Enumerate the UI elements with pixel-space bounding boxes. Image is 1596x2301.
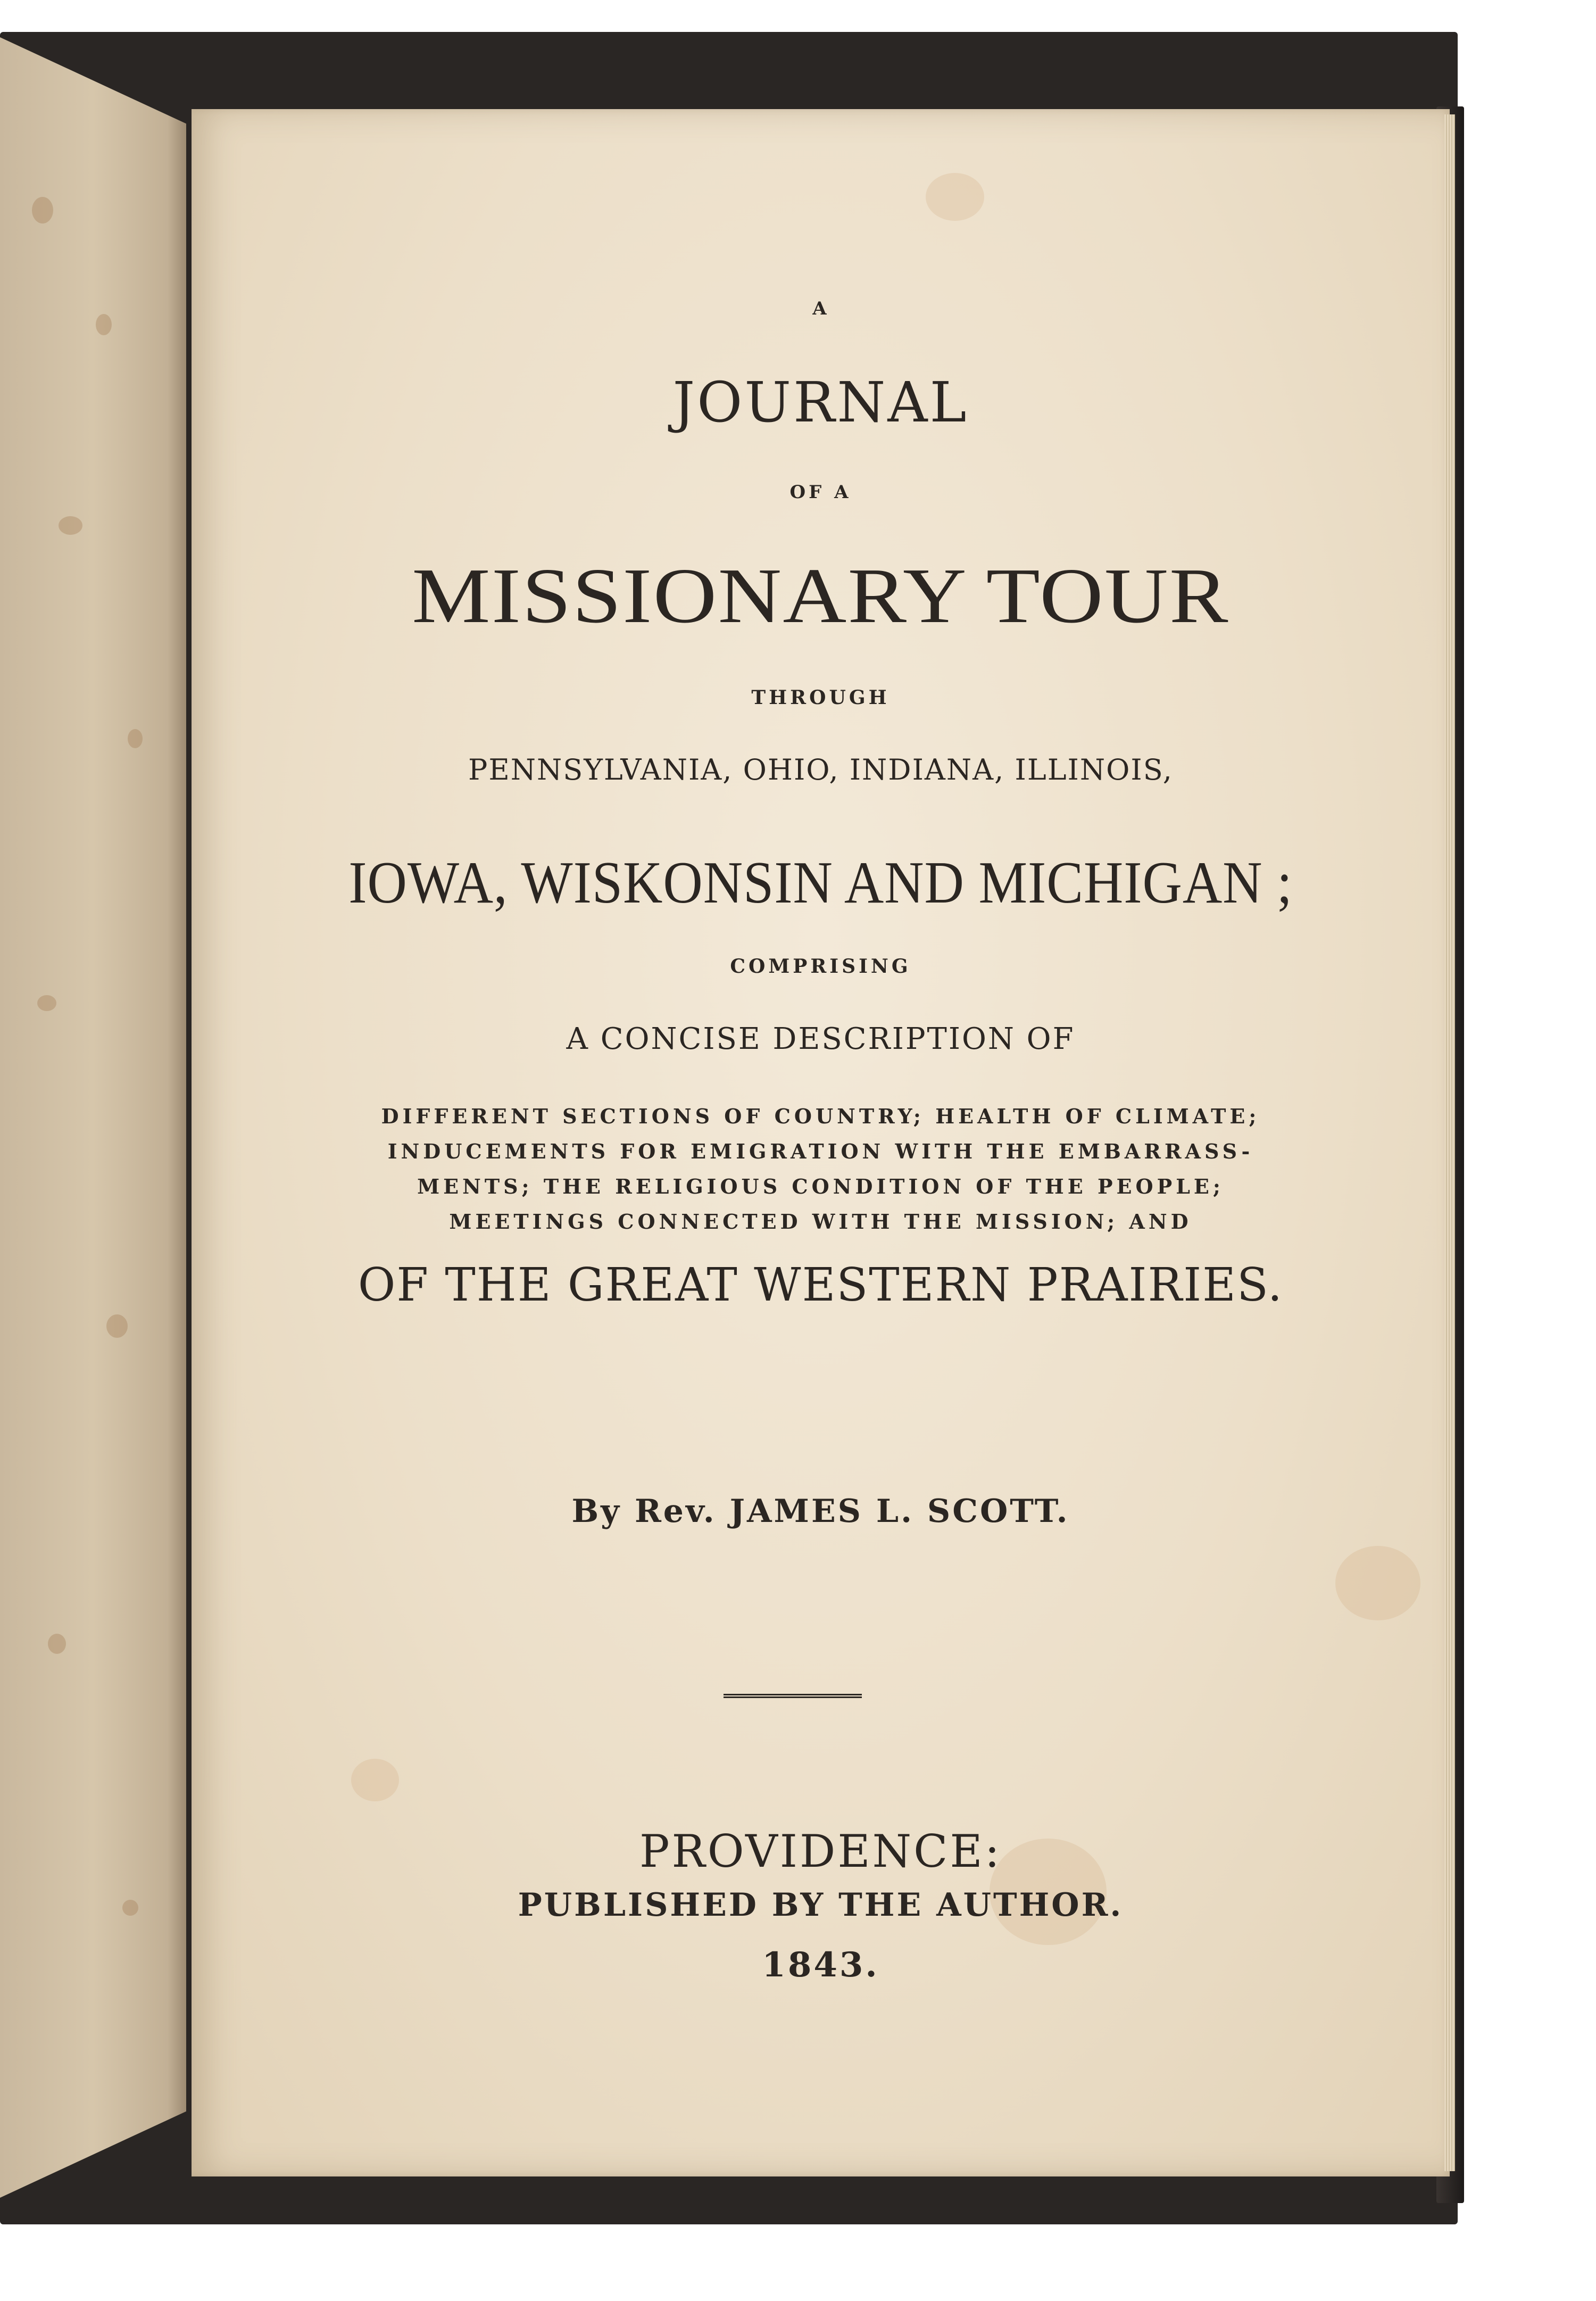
description-line: DIFFERENT SECTIONS OF COUNTRY; HEALTH OF CLIMATE; [381,1104,1260,1128]
title-through: THROUGH [751,686,890,709]
title-article: A [812,298,829,319]
foxing-spot [37,995,56,1011]
foxing-spot [351,1759,399,1801]
foxing-spot [32,197,53,224]
title-comprising: COMPRISING [730,955,911,978]
title-concise-description: A CONCISE DESCRIPTION OF [566,1022,1075,1056]
description-line: MEETINGS CONNECTED WITH THE MISSION; AND [449,1210,1192,1234]
foxing-spot [96,314,112,335]
foxing-spot [48,1634,66,1654]
author-line [192,1493,1450,1530]
imprint-place: PROVIDENCE: [639,1825,1002,1877]
title-iowa: IOWA, WISKONSIN AND MICHIGAN ; [348,850,1293,916]
title-journal: JOURNAL [672,370,969,435]
foxing-spot [59,516,82,535]
title-description-body [192,1099,1450,1239]
foxing-spot [926,173,984,221]
foxing-spot [122,1900,138,1916]
title-missionary-tour: MISSIONARY TOUR [412,552,1229,640]
divider-rule [724,1694,862,1698]
title-states: PENNSYLVANIA, OHIO, INDIANA, ILLINOIS, [468,753,1173,787]
author-rev: Rev. [634,1493,717,1530]
foxing-spot [106,1314,128,1338]
title-of-a: OF A [789,482,852,503]
imprint-publisher: PUBLISHED BY THE AUTHOR. [518,1886,1124,1924]
imprint-year: 1843. [762,1945,879,1985]
author-name: JAMES L. SCOTT. [729,1493,1070,1530]
foxing-spot [1335,1546,1420,1620]
description-line: INDUCEMENTS FOR EMIGRATION WITH THE EMBARRASS- [387,1139,1254,1163]
title-prairies: OF THE GREAT WESTERN PRAIRIES. [358,1259,1284,1312]
left-facing-page [0,37,186,2198]
description-line: MENTS; THE RELIGIOUS CONDITION OF THE PEOPLE; [417,1174,1224,1198]
foxing-spot [128,729,143,748]
author-by: By [571,1493,622,1530]
